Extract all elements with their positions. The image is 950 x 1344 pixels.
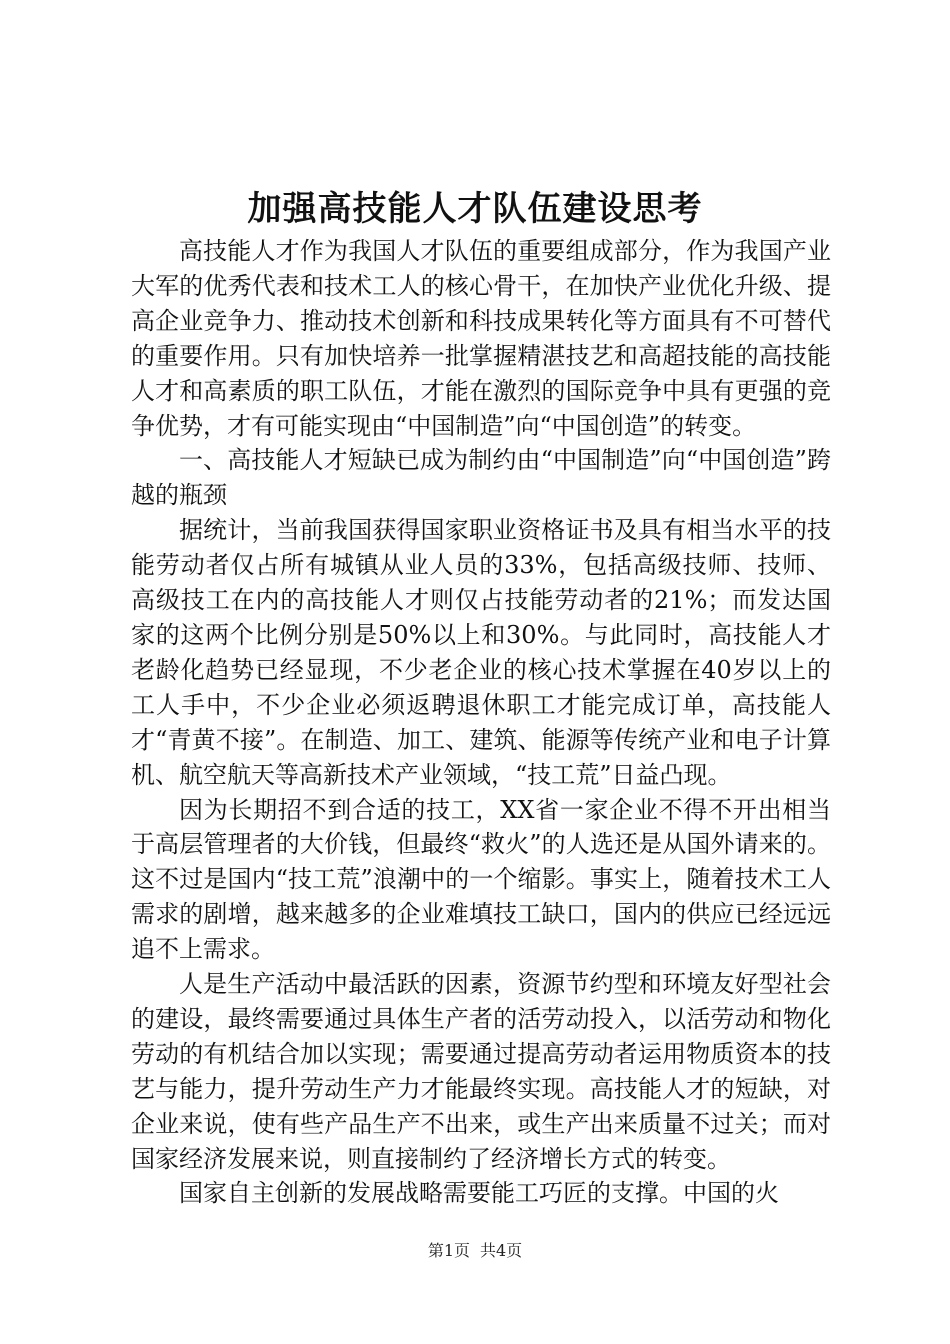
paragraph-innovation: 国家自主创新的发展战略需要能工巧匠的支撑。中国的火 bbox=[179, 1179, 779, 1208]
page-footer bbox=[0, 1240, 950, 1262]
paragraph-example: 因为长期招不到合适的技工，XX省一家企业不得不开出相当于高层管理者的大价钱，但最终“救火”的人选还是从国外请来的。这不过是国内“技工荒”浪潮中的一个缩影。事实上，随着技术工人需求的剧增，越来越多的企业难填技工缺口，国内的供应已经远远追不上需求。 bbox=[131, 795, 831, 964]
section-heading-1: 一、高技能人才短缺已成为制约由“中国制造”向“中国创造”跨越的瓶颈 bbox=[131, 446, 831, 510]
document-title: 加强高技能人才队伍建设思考 bbox=[247, 189, 703, 229]
page-total: 共4页 bbox=[480, 1241, 523, 1260]
page-number: 第1页 bbox=[427, 1241, 470, 1260]
paragraph-productivity: 人是生产活动中最活跃的因素，资源节约型和环境友好型社会的建设，最终需要通过具体生产者的活劳动投入，以活劳动和物化劳动的有机结合加以实现；需要通过提高劳动者运用物质资本的技艺与能力，提升劳动生产力才能最终实现。高技能人才的短缺，对企业来说，使有些产品生产不出来，或生产出来质量不过关；而对国家经济发展来说，则直接制约了经济增长方式的转变。 bbox=[131, 970, 831, 1173]
document-body bbox=[131, 234, 831, 1211]
paragraph-intro: 高技能人才作为我国人才队伍的重要组成部分，作为我国产业大军的优秀代表和技术工人的核心骨干，在加快产业优化升级、提高企业竞争力、推动技术创新和科技成果转化等方面具有不可替代的重要作用。只有加快培养一批掌握精湛技艺和高超技能的高技能人才和高素质的职工队伍，才能在激烈的国际竞争中具有更强的竞争优势，才有可能实现由“中国制造”向“中国创造”的转变。 bbox=[131, 237, 831, 440]
paragraph-statistics: 据统计，当前我国获得国家职业资格证书及具有相当水平的技能劳动者仅占所有城镇从业人员的33%，包括高级技师、技师、高级技工在内的高技能人才则仅占技能劳动者的21%；而发达国家的这两个比例分别是50%以上和30%。与此同时，高技能人才老龄化趋势已经显现，不少老企业的核心技术掌握在40岁以上的工人手中，不少企业必须返聘退休职工才能完成订单，高技能人才“青黄不接”。在制造、加工、建筑、能源等传统产业和电子计算机、航空航天等高新技术产业领域，“技工荒”日益凸现。 bbox=[131, 516, 831, 789]
